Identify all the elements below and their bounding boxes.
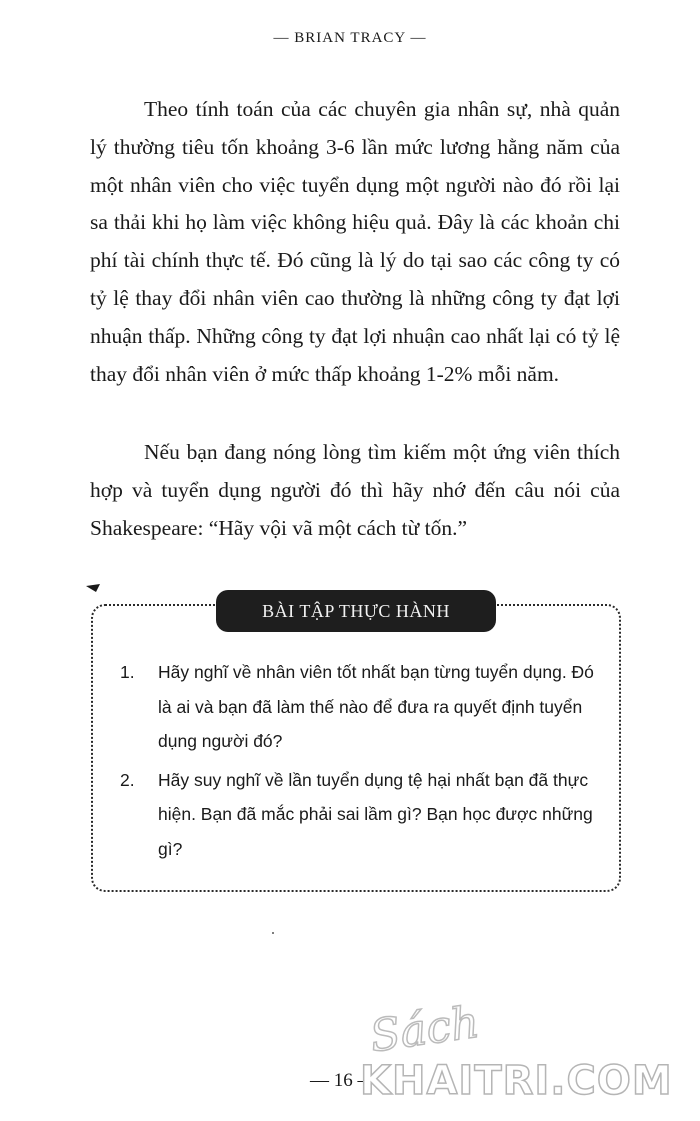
watermark-logo (360, 996, 690, 1115)
pointer-mark-icon (86, 584, 102, 594)
paragraph-text: Nếu bạn đang nóng lòng tìm kiếm một ứng viên thích hợp và tuyển dụng người đó thì hãy nhớ đến câu nói của Shakespeare: “Hãy vội vã một cách từ tốn.” (90, 440, 620, 540)
body-paragraph-1 (90, 91, 620, 393)
paragraph-text: Theo tính toán của các chuyên gia nhân sự, nhà quản lý thường tiêu tốn khoảng 3-6 lần mức lương hằng năm của một nhân viên cho việc tuyển dụng một người nào đó rồi lại sa thải khi họ làm việc không hiệu quả. Đây là các khoản chi phí tài chính thực tế. Đó cũng là lý do tại sao các công ty có tỷ lệ thay đổi nhân viên cao thường là những công ty đạt lợi nhuận thấp. Những công ty đạt lợi nhuận cao nhất lại có tỷ lệ thay đổi nhân viên ở mức thấp khoảng 1-2% mỗi năm. (90, 97, 620, 386)
list-item (120, 763, 600, 867)
body-paragraph-2 (90, 434, 620, 547)
watermark-script-text: Sách (366, 996, 483, 1063)
speck (272, 932, 274, 934)
list-item-text: Hãy suy nghĩ về lần tuyển dụng tệ hại nhất bạn đã thực hiện. Bạn đã mắc phải sai lầm gì? Bạn học được những gì? (158, 769, 593, 859)
list-item-number: 1. (120, 662, 135, 682)
running-header: — BRIAN TRACY — (273, 30, 427, 46)
watermark-main-text: KHAITRI.COM (360, 1058, 673, 1104)
list-item-text: Hãy nghĩ về nhân viên tốt nhất bạn từng tuyển dụng. Đó là ai và bạn đã làm thế nào để đưa ra quyết định tuyển dụng người đó? (158, 662, 594, 751)
list-item-number: 2. (120, 769, 135, 790)
exercise-box-title: BÀI TẬP THỰC HÀNH (216, 590, 496, 632)
exercise-list (120, 655, 600, 866)
list-item (120, 655, 600, 759)
page-number: — 16 — (310, 1070, 377, 1091)
